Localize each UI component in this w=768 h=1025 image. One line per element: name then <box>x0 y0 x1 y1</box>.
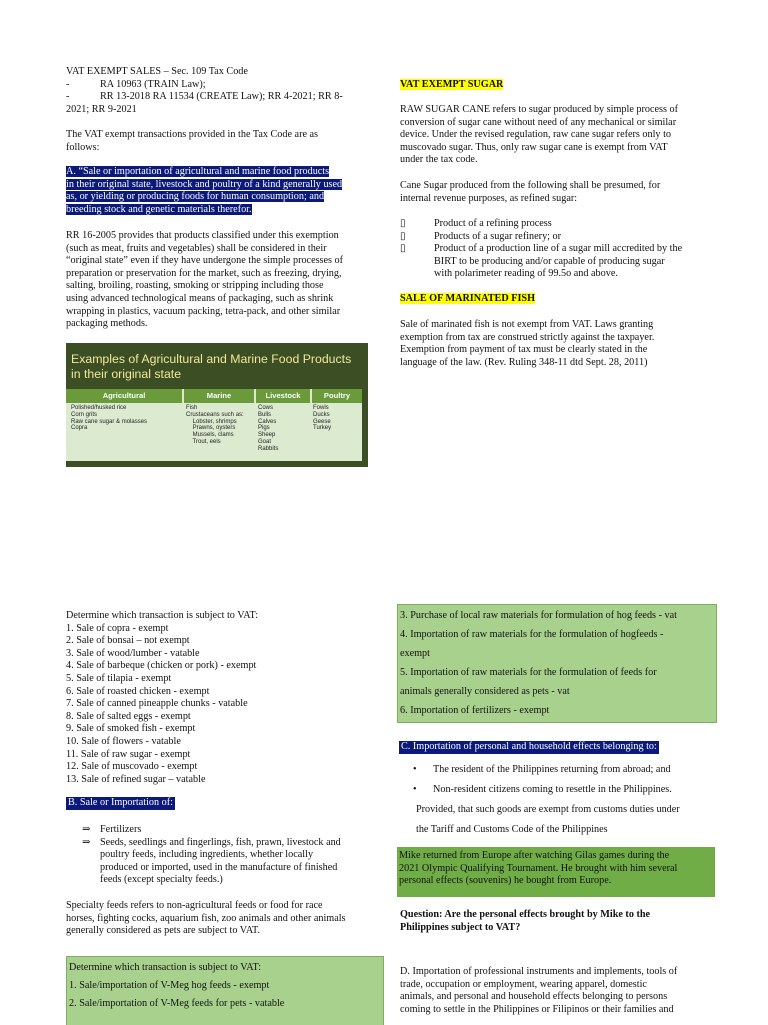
bullet-icon: • <box>413 784 417 795</box>
item-c-heading: C. Importation of personal and household effects belonging to: <box>401 741 657 752</box>
intro-paragraph: The VAT exempt transactions provided in the Tax Code are as follows: <box>66 129 319 153</box>
table-body <box>66 389 362 461</box>
list-item: ⇒ Fertilizers <box>82 824 142 835</box>
table-cell: Fowls Ducks Geese Turkey <box>313 405 332 432</box>
question: Question: Are the personal effects brought by Mike to the Philippines subject to VAT? <box>400 909 651 933</box>
box-icon: ▯ <box>400 230 406 242</box>
sugar-paragraph: RAW SUGAR CANE refers to sugar produced by simple process of conversion of sugar cane without need of any mechanical or similar device. Under the revised regulation, raw cane sugar refers only to muscovado sugar. Thus, only raw sugar cane is exempt from VAT under the tax code. <box>400 104 678 166</box>
list-item: 8. Sale of salted eggs - exempt <box>66 710 191 722</box>
examples-table-image <box>66 343 368 467</box>
list-item: 10. Sale of flowers - vatable <box>66 735 181 747</box>
box-icon: ▯ <box>400 218 406 229</box>
ref-line: - RR 13-2018 RA 11534 (CREATE Law); RR 4-2021; RR 8- <box>66 91 343 103</box>
ref-line-cont: 2021; RR 9-2021 <box>66 103 137 115</box>
list-item: 5. Sale of tilapia - exempt <box>66 672 172 684</box>
list-item: 3. Purchase of local raw materials for formulation of hog feeds - vat <box>400 610 677 621</box>
fish-paragraph: Sale of marinated fish is not exempt from VAT. Laws granting exemption from tax are construed strictly against the taxpayer. Exemption from payment of tax must be clearly stated in the language of the law. (Rev. Ruling 348-11 dtd Sept. 28, 2011) <box>400 319 655 368</box>
box-icon: ▯ <box>400 243 406 255</box>
list-item: ▯ Product of a refining process <box>400 218 552 229</box>
table-cell: Fish Crustaceans such as: Lobster, shrimps Prawns, oysters Mussels, clams Trout, eels <box>186 405 244 445</box>
item-c-proviso: Provided, that such goods are exempt from customs duties under the Tariff and Customs Code of the Philippines <box>416 804 680 835</box>
list-item: ▯ Product of a production line of a sugar mill accredited by the <box>400 243 683 255</box>
quiz-2-continued-box: 3. Purchase of local raw materials for formulation of hog feeds - vat 4. Importation of raw materials for the formulation of hogfeeds - exempt 5. Importation of raw materials for the formulation of feeds for animals generally considered as pets - vat 6. Importation of fertilizers - exempt <box>397 604 717 723</box>
ref-line: - RA 10963 (TRAIN Law); <box>66 78 206 90</box>
list-item: ⇒ Seeds, seedlings and fingerlings, fish, prawn, livestock and poultry feeds, including ingredients, whether locally produced or imported, used in the manufacture of finished feeds (except specialty feeds.) <box>82 836 341 886</box>
fish-heading: SALE OF MARINATED FISH <box>400 293 535 304</box>
arrow-icon: ⇒ <box>82 836 91 848</box>
sugar-heading: VAT EXEMPT SUGAR <box>400 79 504 90</box>
left-column <box>66 66 372 116</box>
cane-list: ▯ Product of a refining process ▯ Products of a sugar refinery; or ▯ Product of a production line of a sugar mill accredited by the BIRT to be producing and/or capable of producing sugar with polarimeter reading of 99.5o and above. <box>400 218 706 281</box>
list-item: 5. Importation of raw materials for the formulation of feeds for <box>400 667 657 678</box>
list-item: 2. Sale/importation of V-Meg feeds for pets - vatable <box>69 998 285 1009</box>
item-b-list <box>82 824 372 887</box>
list-item: 3. Sale of wood/lumber - vatable <box>66 647 200 659</box>
list-item: 6. Sale of roasted chicken - exempt <box>66 685 210 697</box>
list-item: 9. Sale of smoked fish - exempt <box>66 723 196 735</box>
quiz-title: Determine which transaction is subject to VAT: <box>66 610 259 621</box>
list-item: 2. Sale of bonsai – not exempt <box>66 635 190 647</box>
list-item: 1. Sale/importation of V-Meg hog feeds - exempt <box>69 980 270 991</box>
table-title: Examples of Agricultural and Marine Food Products in their original state <box>71 352 352 381</box>
table-cell: Cows Bulls Calves Pigs Sheep Goat Rabbits <box>258 405 279 452</box>
quiz-1 <box>66 610 372 786</box>
table-header: Marine <box>184 389 254 403</box>
table-header: Livestock <box>256 389 310 403</box>
table-cell: Polished/husked rice Corn grits Raw cane sugar & molasses Copra <box>71 405 148 432</box>
list-item: 7. Sale of canned pineapple chunks - vatable <box>66 698 248 710</box>
item-d-paragraph: D. Importation of professional instruments and implements, tools of trade, occupation or employment, wearing apparel, domestic animals, and personal and household effects belonging to persons coming to settle in the Philippines or Filipinos or their families and <box>400 966 678 1015</box>
list-item: 13. Sale of refined sugar – vatable <box>66 773 206 785</box>
arrow-icon: ⇒ <box>82 824 91 835</box>
list-item: 11. Sale of raw sugar - exempt <box>66 748 191 760</box>
cane-paragraph: Cane Sugar produced from the following shall be presumed, for internal revenue purposes, as refined sugar: <box>400 180 661 204</box>
item-b-heading: B. Sale or Importation of: <box>68 797 173 808</box>
table-header: Agricultural <box>66 389 182 403</box>
list-item: 6. Importation of fertilizers - exempt <box>400 705 550 716</box>
list-item: ▯ Products of a sugar refinery; or <box>400 230 562 242</box>
list-item: • The resident of the Philippines returning from abroad; and <box>413 760 713 780</box>
quiz-2-box: Determine which transaction is subject to VAT: 1. Sale/importation of V-Meg hog feeds - exempt 2. Sale/importation of V-Meg feeds for pets - vatable <box>66 956 384 1025</box>
item-c-list <box>413 760 713 800</box>
list-item: 1. Sale of copra - exempt <box>66 622 169 634</box>
list-item: 4. Sale of barbeque (chicken or pork) - exempt <box>66 660 257 672</box>
section-title: VAT EXEMPT SALES – Sec. 109 Tax Code <box>66 66 248 77</box>
list-item: • Non-resident citizens coming to resettle in the Philippines. <box>413 780 713 800</box>
rr-paragraph: RR 16-2005 provides that products classified under this exemption (such as meat, fruits and vegetables) shall be considered in their “original state” even if they have undergone the simple processes of preparation or preservation for the market, such as freezing, drying, salting, broiling, roasting, smoking or stripping including those using advanced technological means of packaging, such as shrink wrapping in plastics, vacuum packing, tetra-pack, and other similar packaging methods. <box>66 230 344 330</box>
mike-scenario-box: Mike returned from Europe after watching Gilas games during the 2021 Olympic Qualifying Tournament. He brought with him several personal effects (souvenirs) he bought from Europe. <box>397 847 715 897</box>
list-item: 4. Importation of raw materials for the formulation of hogfeeds - <box>400 629 664 640</box>
list-item: 12. Sale of muscovado - exempt <box>66 761 198 773</box>
bullet-icon: • <box>413 764 417 775</box>
specialty-paragraph: Specialty feeds refers to non-agricultural feeds or food for race horses, fighting cocks, aquarium fish, zoo animals and other animals generally considered as pets are subject to VAT. <box>66 900 346 937</box>
table-header: Poultry <box>312 389 362 403</box>
item-a-highlight: A. “Sale or importation of agricultural and marine food products in their original state, livestock and poultry of a kind generally used as, or yielding or producing foods for human consumption; and breeding stock and genetic materials therefor. <box>66 166 343 215</box>
